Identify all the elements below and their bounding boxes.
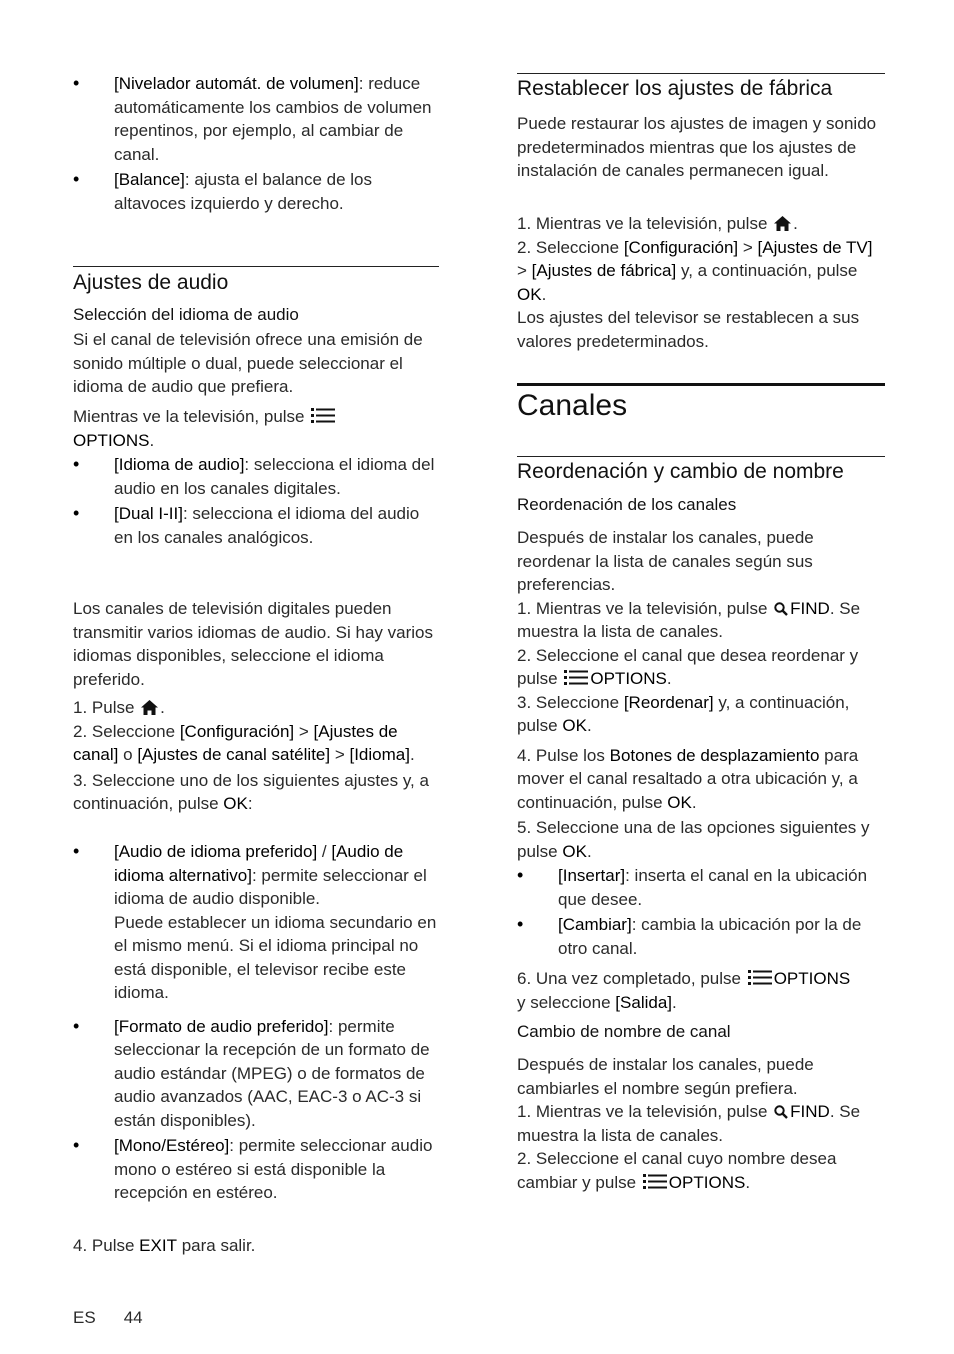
step-text: 1. Mientras ve la televisión, pulse [517, 214, 768, 233]
menu-path: [Idioma] [349, 745, 410, 764]
list-item [73, 453, 439, 500]
section-divider [73, 266, 439, 267]
paragraph-text: Mientras ve la televisión, pulse [73, 407, 305, 426]
step-1: 1. Pulse . [73, 698, 165, 717]
audio-format-list [73, 840, 439, 1207]
page-number: 44 [123, 1308, 143, 1327]
step-1 [517, 1100, 885, 1147]
paragraph: Los ajustes del televisor se restablecen a sus valores predeterminados. [517, 308, 860, 351]
step-text: 2. Seleccione el canal cuyo nombre desea cambiar y pulse [517, 1149, 837, 1192]
search-icon [774, 602, 788, 616]
menu-path: [Configuración] [179, 721, 295, 741]
step-text: 3. Seleccione uno de los siguientes ajustes y, a continuación, pulse [73, 770, 429, 813]
paragraph: Si el canal de televisión ofrece una emisión de sonido múltiple o dual, puede seleccionar el idioma de audio que prefiera. [73, 330, 423, 396]
option-extra: Puede establecer un idioma secundario en el mismo menú. Si el idioma principal no está disponible, el televisor recibe este idioma. [114, 912, 437, 1002]
list-item [73, 1134, 439, 1205]
options-key: OPTIONS [773, 969, 851, 988]
find-key: FIND [790, 598, 830, 618]
exit-key: EXIT [139, 1236, 177, 1255]
options-icon [748, 969, 772, 986]
list-item [73, 840, 439, 1005]
options-key: OPTIONS [73, 430, 150, 450]
menu-path: [Reordenar] [623, 692, 714, 712]
list-item [73, 168, 439, 215]
step-5: 5. Seleccione una de las opciones siguientes y pulse OK. [517, 818, 870, 861]
option-text: : permite seleccionar el idioma de audio disponible. [114, 865, 427, 908]
option-text: : permite seleccionar la recepción de un formato de audio estándar (MPEG) o de formatos de audio avanzados (AAC, EAC-3 o AC-3 si están disponibles). [114, 1016, 430, 1130]
option-text: : selecciona el idioma del audio en los canales analógicos. [114, 504, 420, 547]
step-text: 1. Mientras ve la televisión, pulse [517, 1102, 768, 1121]
paragraph: Mientras ve la televisión, pulse OPTIONS. [73, 405, 439, 452]
step-text: para mover el canal resaltado a otra ubicación y, a continuación, pulse [517, 745, 859, 812]
option-text: : reduce automáticamente los cambios de volumen repentinos, por ejemplo, al cambiar de canal. [114, 74, 432, 164]
step-text: y, a continuación, pulse [680, 261, 858, 280]
page-footer [73, 1308, 171, 1328]
step-text: 6. Una vez completado, pulse [517, 969, 741, 988]
option-label: [Mono/Estéreo] [114, 1136, 230, 1155]
paragraph: Después de instalar los canales, puede reordenar la lista de canales según sus preferencias. [517, 528, 814, 594]
step-2: 2. Seleccione [Configuración] > [Ajustes de TV] > [Ajustes de fábrica] y, a continuación, pulse OK. [517, 237, 873, 304]
option-label: [Idioma de audio] [114, 455, 245, 474]
step-text: . Se muestra la lista de canales. [517, 1102, 861, 1145]
home-icon [141, 700, 158, 715]
ok-key: OK [667, 792, 692, 812]
step-1: 1. Mientras ve la televisión, pulse . [517, 214, 798, 233]
menu-path: [Configuración] [623, 237, 739, 257]
step-3: 3. Seleccione uno de los siguientes ajustes y, a continuación, pulse OK: [73, 770, 429, 813]
subsection-title: Reordenación de los canales [517, 495, 737, 514]
step-text: 4. Pulse [73, 1236, 135, 1255]
menu-path: [Ajustes de TV] [757, 237, 873, 257]
option-label: [Nivelador automát. de volumen] [114, 74, 359, 93]
step-2: 2. Seleccione el canal cuyo nombre desea cambiar y pulse OPTIONS. [517, 1149, 837, 1192]
step-3: 3. Seleccione [Reordenar] y, a continuación, pulse OK. [517, 692, 850, 735]
step-text: y, a continuación, pulse [517, 692, 850, 735]
ok-key: OK [562, 841, 587, 861]
option-label: [Audio de idioma alternativo] [114, 842, 404, 885]
ok-key: OK [562, 716, 587, 735]
section-title-reorder: Reordenación y cambio de nombre [517, 460, 844, 483]
option-label: [Dual I-II] [114, 504, 183, 523]
list-item [73, 502, 439, 549]
step-text: para salir. [181, 1236, 256, 1255]
step-text: o [123, 745, 133, 764]
list-item [517, 864, 885, 911]
step-text: y seleccione [517, 992, 611, 1012]
menu-path: [Ajustes de fábrica] [531, 261, 677, 280]
separator: / [317, 842, 332, 861]
option-label: [Formato de audio preferido] [114, 1016, 329, 1036]
option-text: : cambia la ubicación por la de otro canal. [558, 915, 862, 958]
option-label: [Insertar] [558, 866, 626, 885]
audio-language-list [73, 453, 439, 551]
navigation-buttons: Botones de desplazamiento [609, 745, 820, 765]
options-icon [643, 1173, 667, 1190]
language-code: ES [73, 1308, 96, 1327]
home-icon [774, 216, 791, 231]
menu-path: [Ajustes de canal satélite] [137, 745, 331, 764]
step-text: 5. Seleccione una de las opciones siguientes y pulse [517, 818, 870, 861]
section-divider [517, 456, 885, 457]
chapter-title: Canales [517, 389, 628, 422]
options-key: OPTIONS [590, 669, 667, 688]
ok-key: OK [223, 794, 248, 813]
step-6: 6. Una vez completado, pulse OPTIONS y seleccione [Salida]. [517, 969, 851, 1012]
option-text: : selecciona el idioma del audio en los canales digitales. [114, 455, 435, 498]
section-divider [517, 73, 885, 74]
list-item [517, 913, 885, 960]
step-4 [73, 1234, 439, 1258]
subsection-title: Selección del idioma de audio [73, 305, 299, 324]
step-text: . Se muestra la lista de canales. [517, 598, 861, 641]
step-text: 2. Seleccione [73, 721, 176, 741]
step-text: 3. Seleccione [517, 692, 620, 712]
list-item [73, 1015, 439, 1133]
section-title-reset: Restablecer los ajustes de fábrica [517, 77, 833, 100]
step-text: 4. Pulse los [517, 745, 605, 765]
option-label: [Balance] [114, 170, 185, 189]
step-1 [517, 597, 885, 644]
options-key: OPTIONS [668, 1172, 746, 1192]
option-text: : permite seleccionar audio mono o estéreo si está disponible la recepción en estéreo. [114, 1136, 433, 1202]
ok-key: OK [517, 284, 542, 304]
step-2: 2. Seleccione el canal que desea reordenar y pulse OPTIONS. [517, 645, 859, 688]
option-label: [Audio de idioma preferido] [114, 842, 318, 861]
list-item [73, 72, 439, 166]
audio-options-list-top [73, 72, 439, 217]
option-label: [Cambiar] [558, 915, 632, 934]
step-text: 2. Seleccione [517, 237, 620, 257]
step-2: 2. Seleccione [Configuración] > [Ajustes de canal] o [Ajustes de canal satélite] > [Idioma]. [73, 721, 415, 764]
step-text: 2. Seleccione el canal que desea reordenar y pulse [517, 645, 859, 688]
chapter-divider [517, 383, 885, 386]
options-icon [311, 407, 335, 424]
paragraph: Puede restaurar los ajustes de imagen y sonido predeterminados mientras que los ajustes de instalación de canales permanecen igual. [517, 114, 877, 180]
step-text: 1. Mientras ve la televisión, pulse [517, 598, 768, 618]
option-text: : inserta el canal en la ubicación que desee. [558, 866, 868, 909]
menu-path: [Salida] [615, 992, 672, 1012]
search-icon [774, 1105, 788, 1119]
step-text: 1. Pulse [73, 698, 135, 717]
step-4: 4. Pulse los Botones de desplazamiento para mover el canal resaltado a otra ubicación y, a continuación, pulse OK. [517, 745, 859, 812]
menu-path: [Ajustes de canal] [73, 721, 398, 764]
paragraph: Después de instalar los canales, puede cambiarles el nombre según prefiera. [517, 1055, 814, 1098]
options-icon [564, 669, 588, 686]
section-title-audio: Ajustes de audio [73, 271, 229, 294]
option-text: : ajusta el balance de los altavoces izquierdo y derecho. [114, 170, 373, 213]
subsection-title: Cambio de nombre de canal [517, 1022, 731, 1041]
paragraph: Los canales de televisión digitales pueden transmitir varios idiomas de audio. Si hay varios idiomas disponibles, seleccione el idioma preferido. [73, 599, 433, 689]
reorder-options-list [517, 864, 885, 962]
find-key: FIND [790, 1102, 830, 1121]
